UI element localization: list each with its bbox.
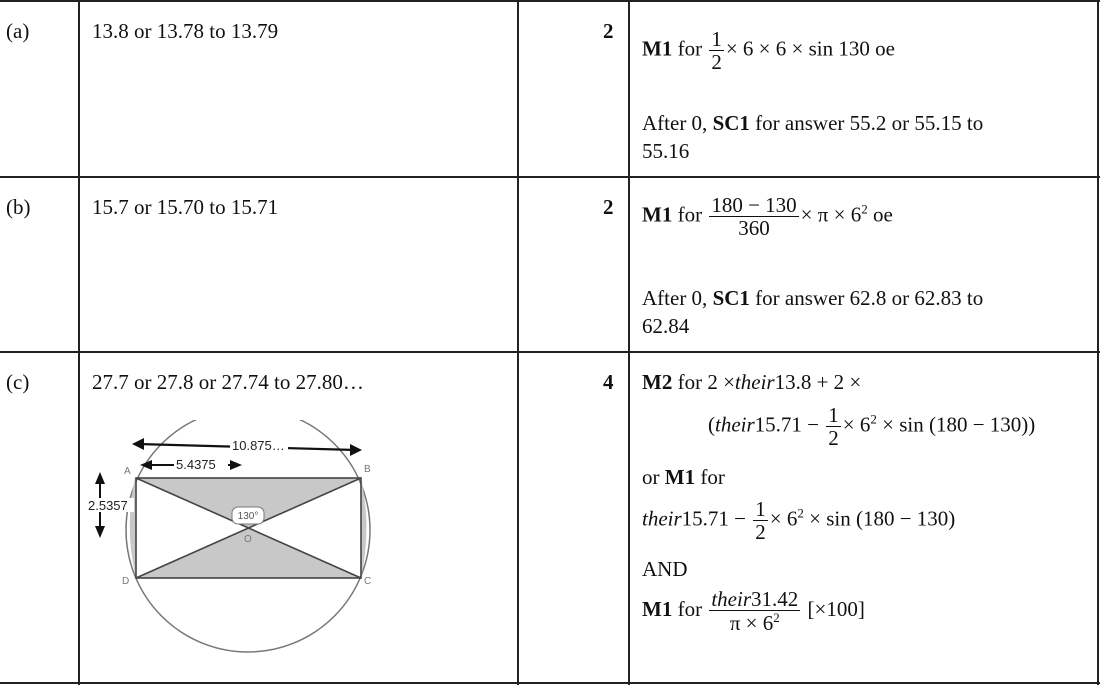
answer-cell: 27.7 or 27.8 or 27.74 to 27.80… <box>92 370 364 394</box>
width-label: 10.875… <box>232 438 285 453</box>
method-mark-line: M1 for $\frac{180 - 130}{360}$ × $\pi \times 6^2$ oe <box>642 193 893 241</box>
fraction-sector: $\frac{180 - 130}{360}$ <box>711 193 797 241</box>
special-case-line: After 0, SC1 for answer 62.8 or 62.83 to <box>642 286 984 310</box>
height-label: 2.5357 <box>88 498 128 513</box>
row-divider <box>0 351 1100 353</box>
part-label: (b) <box>6 195 31 219</box>
column-divider <box>628 0 630 685</box>
column-divider <box>517 0 519 685</box>
special-case-line: After 0, SC1 for answer 55.2 or 55.15 to <box>642 111 984 135</box>
half-width-label: 5.4375 <box>176 457 216 472</box>
m2-line-1: M2 for 2 ×their13.8 + 2 × <box>642 370 862 394</box>
m1-percentage-line: M1 for $\frac{\text{their31.42}}{\pi \times 6^2}$ [×100] <box>642 587 865 636</box>
row-divider <box>0 0 1100 2</box>
circle-rectangle-diagram <box>80 420 380 670</box>
vertex-c-label: C <box>364 576 372 587</box>
row-divider <box>0 682 1100 684</box>
column-divider <box>1097 0 1099 685</box>
mark-cell: 4 <box>603 370 614 394</box>
mark-cell: 2 <box>603 19 614 43</box>
part-label: (c) <box>6 370 30 394</box>
center-o-label: O <box>244 534 252 545</box>
for-word: for <box>677 36 703 61</box>
row-divider <box>0 176 1100 178</box>
part-label: (a) <box>6 19 30 43</box>
arrowhead-left <box>132 438 144 450</box>
m2-line-2: (their15.71 − $\frac{1}{2}$ × $6^2 \times \sin (180 - 130)$) <box>708 403 1036 451</box>
or-m1-line: or M1 for <box>642 465 725 489</box>
m1-label: M1 <box>642 36 673 61</box>
method-mark-line <box>642 28 895 73</box>
vertex-a-label: A <box>124 466 131 477</box>
arrowhead-right <box>350 444 362 456</box>
and-word: AND <box>642 557 688 581</box>
arrowhead-down <box>95 526 105 538</box>
fraction-half: $\frac{1}{2}$ <box>711 27 722 75</box>
answer-cell: 15.7 or 15.70 to 15.71 <box>92 195 279 219</box>
angle-label: 130° <box>237 511 259 522</box>
m1-alt-line: their15.71 − $\frac{1}{2}$ × $6^2 \times \sin (180 - 130)$ <box>642 497 956 545</box>
vertex-d-label: D <box>122 576 130 587</box>
answer-cell: 13.8 or 13.78 to 13.79 <box>92 19 279 43</box>
vertex-b-label: B <box>364 464 371 475</box>
m1-expression: × 6 × 6 × sin 130 oe <box>725 36 895 61</box>
special-case-line-2: 55.16 <box>642 139 690 163</box>
arrowhead-up <box>95 472 105 484</box>
special-case-line-2: 62.84 <box>642 314 690 338</box>
mark-cell: 2 <box>603 195 614 219</box>
arrowhead-right <box>230 460 242 470</box>
